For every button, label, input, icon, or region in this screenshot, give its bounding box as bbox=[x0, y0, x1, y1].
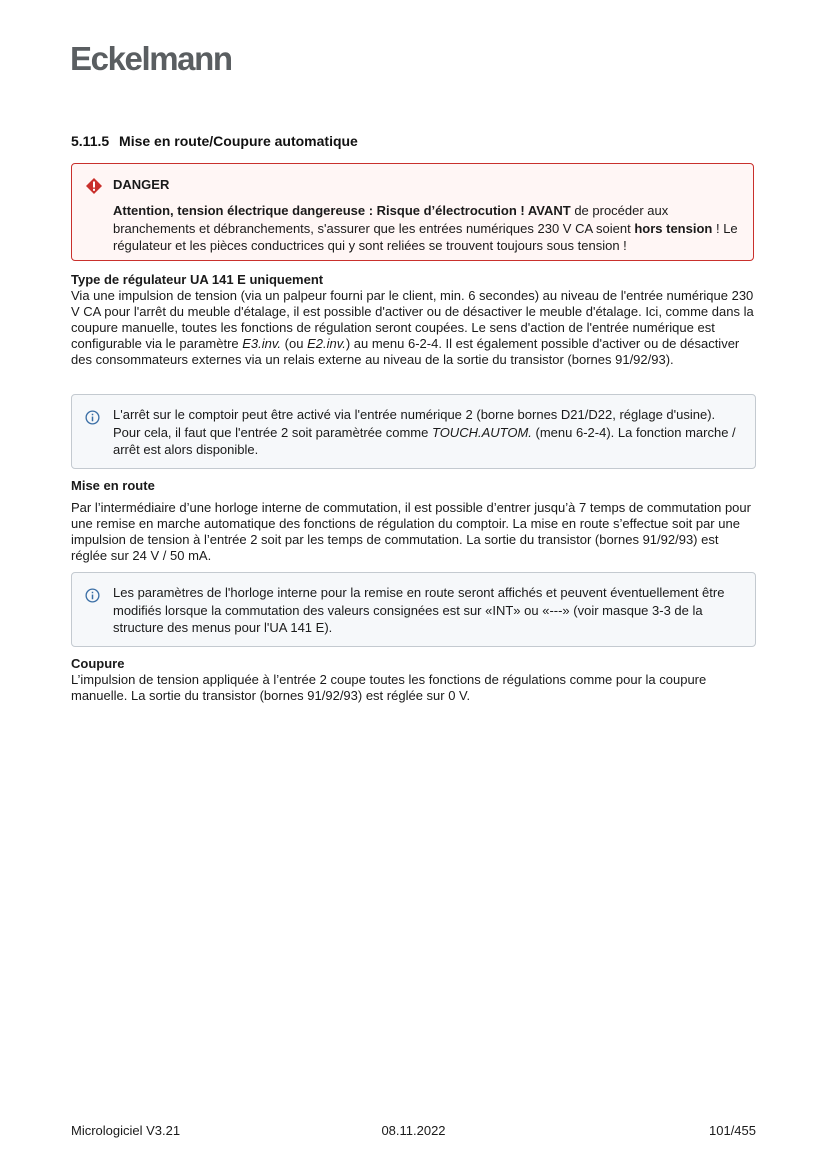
param-e3inv: E3.inv. bbox=[242, 336, 282, 351]
danger-lead: Attention, tension électrique dangereuse : Risque d’électrocution ! AVANT bbox=[113, 203, 571, 218]
company-logo: Eckelmann bbox=[70, 40, 232, 77]
coupure-heading: Coupure bbox=[71, 656, 125, 671]
type-section bbox=[71, 272, 756, 368]
section-title-text: Mise en route/Coupure automatique bbox=[119, 133, 358, 149]
page-footer bbox=[71, 1123, 756, 1139]
danger-title: DANGER bbox=[113, 177, 170, 192]
danger-text bbox=[113, 202, 743, 255]
touch-autom-value: TOUCH.AUTOM. bbox=[431, 424, 532, 440]
type-heading: Type de régulateur UA 141 E uniquement bbox=[71, 272, 324, 287]
note2-text: Les paramètres de l'horloge interne pour la remise en route seront affichés et peuvent éventuellement être modifiés lorsque la commutation des valeurs consignées est sur «INT» ou «---» (voir masque 3-3 de la structure des menus pour l'UA 141 E). bbox=[113, 585, 725, 635]
section-title bbox=[71, 133, 756, 149]
info-circle-icon bbox=[85, 410, 100, 425]
info-note-1 bbox=[71, 394, 756, 469]
type-text-part2: (ou bbox=[281, 336, 308, 351]
footer-firmware: Micrologiciel V3.21 bbox=[71, 1123, 181, 1138]
danger-diamond-icon bbox=[86, 178, 102, 194]
footer-page-number: 101/455 bbox=[709, 1123, 756, 1138]
footer-date: 08.11.2022 bbox=[381, 1123, 446, 1138]
info-note-2 bbox=[71, 572, 756, 647]
coupure-text: L’impulsion de tension appliquée à l’entrée 2 coupe toutes les fonctions de régulations comme pour la coupure manuelle. La sortie du transistor (bornes 91/92/93) est réglée sur 0 V. bbox=[71, 672, 707, 703]
type-text-part3: ) au menu 6-2-4. Il est également possible d'activer ou de désactiver des consommateurs externes via un relais externe au niveau de la sortie du transistor (bornes 91/92/93). bbox=[71, 336, 740, 367]
mise-en-route-heading: Mise en route bbox=[71, 478, 155, 493]
danger-text-part1: de procéder aux branchements et débranchements, s'assurer que les entrées numériques 230 V CA soient bbox=[113, 203, 669, 236]
danger-text-part2: ! Le régulateur et les pièces conductrices qui y sont reliées se trouvent toujours sous tension ! bbox=[113, 220, 738, 253]
param-e2inv: E2.inv. bbox=[307, 336, 346, 351]
note1-text-part2: (menu 6-2-4). La fonction marche / arrêt est alors disponible. bbox=[113, 424, 736, 457]
danger-notice bbox=[71, 163, 754, 261]
mise-en-route-text: Par l’intermédiaire d’une horloge interne de commutation, il est possible d’entrer jusqu’à 7 temps de commutation pour une remise en marche automatique des fonctions de régulation du comptoir. La mise en route s’effectue soit par une impulsion de tension à l’entrée 2 soit par les temps de commutation. La sortie du transistor (bornes 91/92/93) est réglée sur 24 V / 50 mA. bbox=[71, 500, 751, 563]
info-circle-icon bbox=[85, 588, 100, 603]
type-text bbox=[71, 288, 756, 368]
coupure-section bbox=[71, 656, 756, 704]
note1-text bbox=[113, 406, 743, 459]
section-number: 5.11.5 bbox=[71, 133, 110, 149]
note1-text-part1: L'arrêt sur le comptoir peut être activé via l'entrée numérique 2 (borne bornes D21/D22, réglage d'usine). Pour cela, il faut que l'entrée 2 soit paramètrée comme bbox=[113, 407, 716, 440]
mise-en-route-section bbox=[71, 478, 756, 564]
danger-bold-hors-tension: hors tension bbox=[634, 220, 713, 236]
type-text-part1: Via une impulsion de tension (via un palpeur fourni par le client, min. 6 secondes) au niveau de l'entrée numérique 230 V CA pour l'arrêt du meuble d'étalage, il est possible d'activer ou de désactiver le meuble d'étalage. Ici, comme dans la coupure manuelle, toutes les fonctions de régulation seront coupées. Le sens d'action de l'entrée numérique est configurable via le paramètre bbox=[71, 288, 754, 351]
